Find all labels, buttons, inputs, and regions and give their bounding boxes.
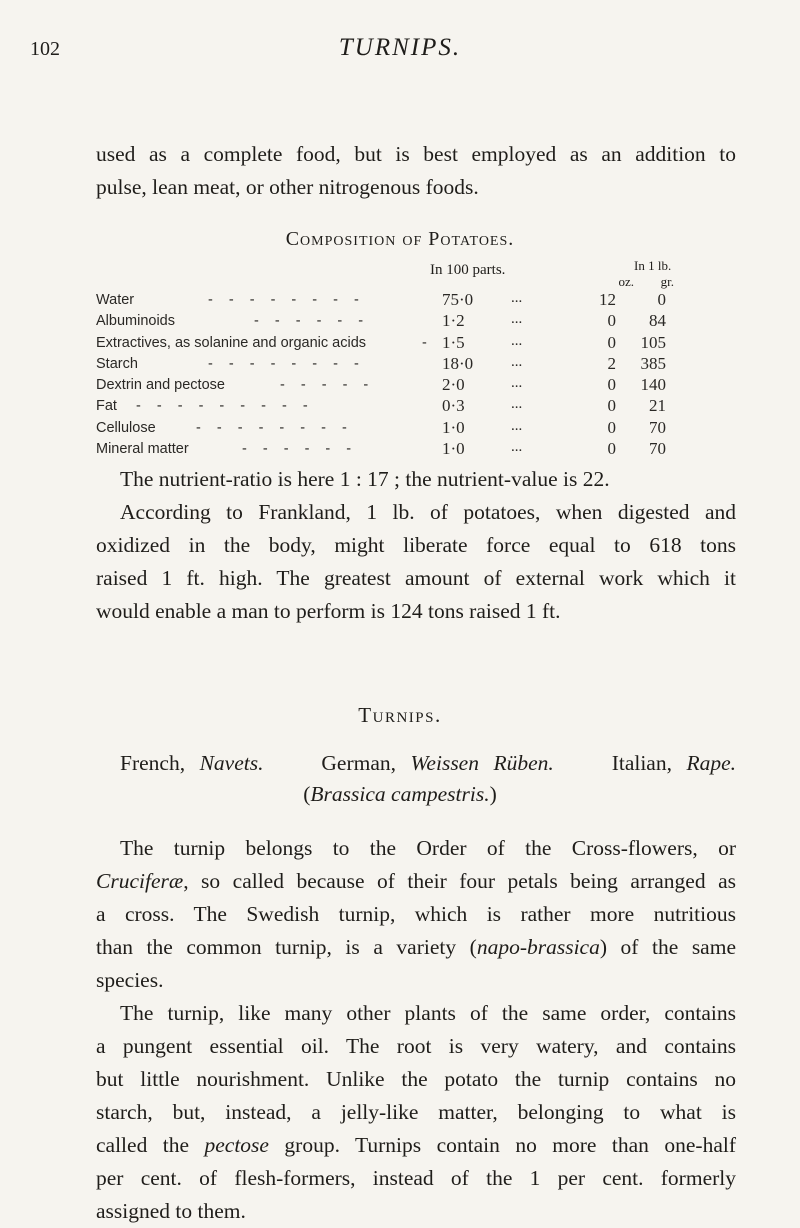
paragraph-line: species.: [96, 968, 164, 992]
table-row: [96, 353, 716, 377]
table-row: [96, 292, 716, 313]
row-gr: 385: [640, 353, 666, 373]
row-leader: - - - - - - - -: [208, 355, 365, 372]
table-row: [96, 417, 716, 441]
row-leader: - - - - - - - -: [196, 419, 353, 436]
row-oz: 0: [607, 396, 616, 416]
row-label: Cellulose: [96, 419, 156, 436]
row-label: Extractives, as solanine and organic acids: [96, 334, 367, 351]
column-units: [598, 274, 708, 290]
unit-oz: oz.: [618, 274, 634, 289]
row-leader: - - - - - -: [254, 313, 370, 330]
turnip-paragraph-2: [96, 997, 736, 1228]
row-ellipsis: ...: [511, 439, 523, 456]
unit-gr: gr.: [660, 274, 674, 289]
row-ellipsis: ...: [511, 353, 523, 370]
table-row: [96, 398, 716, 419]
paragraph-line: [96, 865, 736, 898]
row-label: Albuminoids: [96, 313, 175, 330]
intro-paragraph: [96, 138, 736, 204]
column-header-lb-label: In 1 lb.: [634, 258, 672, 273]
frankland-line: oxidized in the body, might liberate force equal to 618 tons: [96, 533, 736, 557]
ratio-line: The nutrient-ratio is here 1 : 17 ; the nutrient-value is 22.: [120, 467, 610, 491]
frankland-line: raised 1 ft. high. The greatest amount of external work which it: [96, 566, 736, 590]
paragraph-line: but little nourishment. Unlike the potato the turnip contains no: [96, 1067, 736, 1091]
turnip-paragraph-1: [96, 832, 736, 997]
german-name: Weissen Rüben.: [410, 751, 554, 775]
paragraph-line: The turnip, like many other plants of the same order, contains: [120, 1001, 736, 1025]
cruciferae-term: Cruciferæ: [96, 869, 184, 893]
row-oz: 0: [607, 439, 616, 459]
table-row: [96, 377, 716, 398]
italian-label: Italian,: [611, 751, 672, 775]
napo-brassica-term: napo-brassica: [476, 935, 600, 959]
section-title: Turnips.: [358, 703, 442, 727]
row-parts: 1·2: [442, 311, 465, 331]
frankland-paragraph: [96, 496, 736, 628]
row-leader: - - - - -: [280, 377, 375, 394]
latin-open: (: [303, 782, 311, 806]
row-oz: 0: [607, 375, 616, 395]
paragraph-line-part: ) of the same: [599, 935, 736, 959]
column-header-parts: In 100 parts.: [430, 262, 506, 278]
italian-name: Rape.: [686, 751, 737, 775]
row-gr: 70: [649, 439, 666, 459]
row-gr: 21: [649, 396, 666, 416]
intro-line: pulse, lean meat, or other nitrogenous foods.: [96, 175, 479, 199]
row-gr: 84: [649, 311, 666, 331]
row-oz: 0: [607, 311, 616, 331]
row-ellipsis: ...: [511, 290, 523, 306]
row-label: Fat: [96, 398, 117, 415]
row-oz: 0: [607, 417, 616, 437]
french-label: French,: [120, 751, 186, 775]
row-label: Water: [96, 292, 135, 308]
paragraph-line: a cross. The Swedish turnip, which is rather more nutritious: [96, 902, 736, 926]
paragraph-line: The turnip belongs to the Order of the Cross-flowers, or: [120, 836, 736, 860]
row-oz: 2: [607, 353, 616, 373]
intro-line: used as a complete food, but is best employed as an addition to: [96, 142, 736, 166]
row-oz: 12: [599, 290, 616, 309]
row-parts: 75·0: [442, 290, 474, 309]
row-gr: 0: [657, 290, 666, 309]
paragraph-line-part: than the common turnip, is a variety (: [96, 935, 477, 959]
table-row: [96, 313, 716, 334]
row-leader: - - - - - - - - -: [136, 398, 314, 415]
row-parts: 1·0: [442, 439, 465, 459]
row-label: Mineral matter: [96, 441, 189, 458]
page-number: 102: [30, 38, 60, 60]
row-oz: 0: [607, 332, 616, 352]
row-leader: -: [422, 334, 433, 351]
row-ellipsis: ...: [511, 332, 523, 349]
table-row: [96, 332, 716, 356]
row-parts: 1·0: [442, 417, 465, 437]
paragraph-line-part: group. Turnips contain no more than one-half: [268, 1133, 736, 1157]
frankland-line: According to Frankland, 1 lb. of potatoes, when digested and: [120, 500, 736, 524]
row-parts: 2·0: [442, 375, 465, 395]
row-leader: - - - - - -: [242, 441, 358, 458]
row-label: Starch: [96, 355, 138, 372]
row-ellipsis: ...: [511, 396, 523, 413]
paragraph-line-rest: , so called because of their four petals being arranged as: [183, 869, 736, 893]
column-header-lb: [598, 258, 708, 290]
row-gr: 140: [640, 375, 666, 395]
row-gr: 70: [649, 417, 666, 437]
german-label: German,: [321, 751, 397, 775]
row-leader: - - - - - - - -: [208, 292, 365, 308]
row-ellipsis: ...: [511, 375, 523, 392]
pectose-term: pectose: [204, 1133, 269, 1157]
paragraph-line: [96, 931, 736, 964]
table-row: [96, 441, 716, 462]
frankland-line: would enable a man to perform is 124 tons raised 1 ft.: [96, 599, 561, 623]
paragraph-line: [96, 1129, 736, 1162]
french-name: Navets.: [199, 751, 264, 775]
row-gr: 105: [640, 332, 666, 352]
table-title: Composition of Potatoes.: [285, 228, 515, 250]
paragraph-line: starch, but, instead, a jelly-like matter, belonging to what is: [96, 1100, 736, 1124]
row-parts: 18·0: [442, 353, 474, 373]
row-parts: 1·5: [442, 332, 465, 352]
paragraph-line: per cent. of flesh-formers, instead of the 1 per cent. formerly: [96, 1166, 736, 1190]
ratio-paragraph: [96, 463, 736, 496]
row-ellipsis: ...: [511, 417, 523, 434]
row-ellipsis: ...: [511, 311, 523, 328]
running-head: TURNIPS.: [338, 34, 462, 61]
latin-close: ): [489, 782, 497, 806]
composition-table: [96, 292, 716, 462]
vernacular-names: [96, 747, 736, 780]
paragraph-line-part: called the: [96, 1133, 205, 1157]
latin-binomial: Brassica campestris.: [310, 782, 490, 806]
row-label: Dextrin and pectose: [96, 377, 225, 394]
paragraph-line: a pungent essential oil. The root is very watery, and contains: [96, 1034, 736, 1058]
paragraph-line: assigned to them.: [96, 1199, 246, 1223]
latin-name: [0, 782, 800, 807]
row-parts: 0·3: [442, 396, 465, 416]
